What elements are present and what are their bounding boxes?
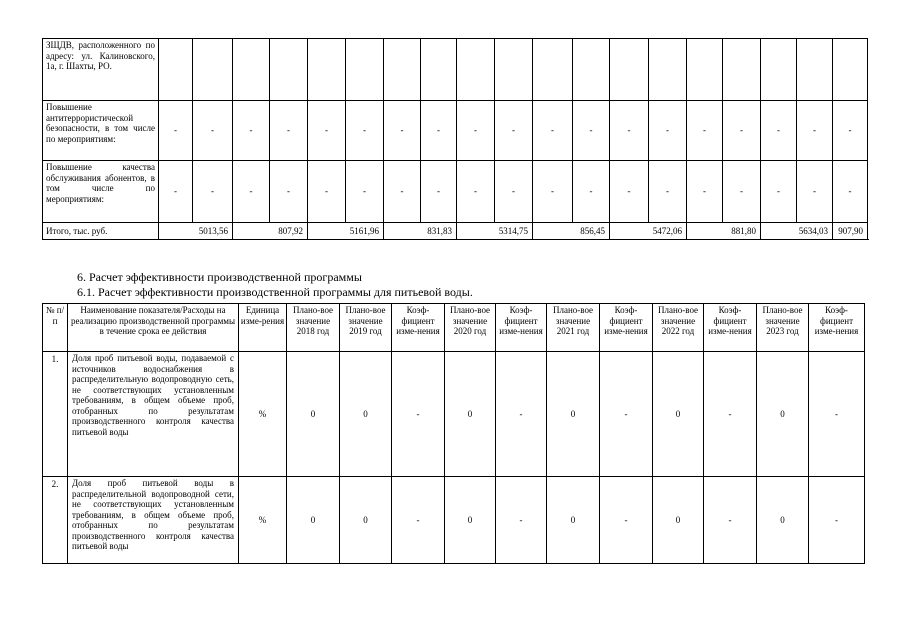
column-header: № п/п xyxy=(43,304,68,352)
total-value: 856,45 xyxy=(533,223,610,240)
table-cell: - xyxy=(687,101,723,161)
table-cell xyxy=(533,39,573,101)
column-header: Наименование показателя/Расходы на реализацию производственной программы в течение срока ее действия xyxy=(68,304,239,352)
table-cell xyxy=(308,39,346,101)
value-cell: 0 xyxy=(757,477,809,564)
table-cell: - xyxy=(421,161,457,223)
row-label: ЗЩДВ, расположенного по адресу: ул. Калиновского, 1а, г. Шахты, РО. xyxy=(43,39,159,101)
table-cell: - xyxy=(384,101,421,161)
table-cell: - xyxy=(384,161,421,223)
value-cell: 0 xyxy=(653,352,704,477)
total-value: 5634,03 xyxy=(761,223,833,240)
total-value: 881,80 xyxy=(687,223,761,240)
column-header: Коэф-фициент изме-нения xyxy=(704,304,757,352)
table-cell: - xyxy=(193,161,233,223)
indicator-name: Доля проб питьевой воды, подаваемой с источников водоснабжения в распределительную водопроводную сеть, не соответствующих установленным требованиям, в общем объеме проб, отобранных по результатам производственного контроля качества питьевой воды xyxy=(68,352,239,477)
total-row xyxy=(43,223,868,240)
value-cell: - xyxy=(704,477,757,564)
value-cell: - xyxy=(704,352,757,477)
value-cell: - xyxy=(496,352,547,477)
table-cell: - xyxy=(495,101,533,161)
table-header-row xyxy=(43,304,865,352)
table-cell: - xyxy=(761,161,797,223)
value-cell: - xyxy=(600,352,653,477)
table-cell: - xyxy=(723,161,761,223)
table-cell xyxy=(346,39,384,101)
table-cell: - xyxy=(797,161,833,223)
table-cell: - xyxy=(687,161,723,223)
column-header: Плано-вое значение 2020 год xyxy=(445,304,496,352)
table-cell: - xyxy=(308,101,346,161)
table-cell xyxy=(457,39,495,101)
value-cell: - xyxy=(809,352,865,477)
value-cell: 0 xyxy=(445,352,496,477)
table-cell: - xyxy=(270,101,308,161)
total-value: 5161,96 xyxy=(308,223,384,240)
column-header: Единица изме-рения xyxy=(239,304,287,352)
table-cell: - xyxy=(573,161,610,223)
table-cell xyxy=(610,39,649,101)
table-cell: - xyxy=(457,101,495,161)
table-cell: - xyxy=(833,161,868,223)
total-value: 907,90 xyxy=(833,223,868,240)
table-cell xyxy=(159,39,193,101)
value-cell: 0 xyxy=(445,477,496,564)
table-cell xyxy=(761,39,797,101)
total-value: 5472,06 xyxy=(610,223,687,240)
total-value: 5314,75 xyxy=(457,223,533,240)
subsection-title: 6.1. Расчет эффективности производственной программы для питьевой воды. xyxy=(77,285,473,299)
table-row xyxy=(43,352,865,477)
column-header: Коэф-фициент изме-нения xyxy=(600,304,653,352)
table-cell xyxy=(833,39,868,101)
table-cell: - xyxy=(159,161,193,223)
value-cell: - xyxy=(392,352,445,477)
value-cell: 0 xyxy=(340,352,392,477)
table-cell: - xyxy=(533,161,573,223)
unit-cell: % xyxy=(239,477,287,564)
value-cell: 0 xyxy=(287,477,340,564)
table-row xyxy=(43,101,868,161)
column-header: Плано-вое значение 2021 год xyxy=(547,304,600,352)
unit-cell: % xyxy=(239,352,287,477)
value-cell: 0 xyxy=(547,477,600,564)
table-cell: - xyxy=(610,161,649,223)
column-header: Коэф-фициент изме-нения xyxy=(392,304,445,352)
table-cell xyxy=(421,39,457,101)
table-cell: - xyxy=(649,101,687,161)
total-value: 807,92 xyxy=(233,223,308,240)
table-cell: - xyxy=(833,101,868,161)
row-label: Повышение качества обслуживания абонентов, в том числе по мероприятиям: xyxy=(43,161,159,223)
table-cell: - xyxy=(193,101,233,161)
column-header: Плано-вое значение 2023 год xyxy=(757,304,809,352)
table-cell: - xyxy=(797,101,833,161)
section-title: 6. Расчет эффективности производственной программы xyxy=(77,270,362,284)
table-cell: - xyxy=(159,101,193,161)
efficiency-table xyxy=(42,303,865,564)
column-header: Плано-вое значение 2022 год xyxy=(653,304,704,352)
value-cell: - xyxy=(496,477,547,564)
value-cell: 0 xyxy=(340,477,392,564)
value-cell: 0 xyxy=(653,477,704,564)
row-number: 1. xyxy=(43,352,68,477)
total-value: 831,83 xyxy=(384,223,457,240)
value-cell: - xyxy=(809,477,865,564)
table-cell: - xyxy=(233,161,270,223)
value-cell: 0 xyxy=(287,352,340,477)
table-row xyxy=(43,39,868,101)
row-number: 2. xyxy=(43,477,68,564)
indicator-name: Доля проб питьевой воды в распределительной водопроводной сети, не соответствующих установленным требованиям, в общем объеме проб, отобранных по результатам производственного контроля качества питьевой воды xyxy=(68,477,239,564)
table-cell xyxy=(495,39,533,101)
table-cell: - xyxy=(723,101,761,161)
table-cell: - xyxy=(346,101,384,161)
row-label: Повышение антитеррористической безопасности, в том числе по мероприятиям: xyxy=(43,101,159,161)
table-cell: - xyxy=(649,161,687,223)
table-cell: - xyxy=(533,101,573,161)
table-cell xyxy=(193,39,233,101)
table-cell xyxy=(797,39,833,101)
table-cell xyxy=(723,39,761,101)
table-cell: - xyxy=(573,101,610,161)
table-row xyxy=(43,477,865,564)
table-cell xyxy=(270,39,308,101)
table-cell: - xyxy=(761,101,797,161)
table-cell: - xyxy=(233,101,270,161)
table-cell: - xyxy=(308,161,346,223)
value-cell: - xyxy=(600,477,653,564)
value-cell: - xyxy=(392,477,445,564)
expenses-table xyxy=(42,38,868,240)
total-value: 5013,56 xyxy=(159,223,233,240)
table-cell: - xyxy=(457,161,495,223)
column-header: Коэф-фициент изме-нения xyxy=(496,304,547,352)
table-cell: - xyxy=(346,161,384,223)
table-cell xyxy=(384,39,421,101)
column-header: Плано-вое значение 2018 год xyxy=(287,304,340,352)
table-cell xyxy=(573,39,610,101)
table-row xyxy=(43,161,868,223)
value-cell: 0 xyxy=(757,352,809,477)
total-label: Итого, тыс. руб. xyxy=(43,223,159,240)
table-cell: - xyxy=(495,161,533,223)
column-header: Коэф-фициент изме-нения xyxy=(809,304,865,352)
table-cell xyxy=(687,39,723,101)
value-cell: 0 xyxy=(547,352,600,477)
table-cell: - xyxy=(610,101,649,161)
column-header: Плано-вое значение 2019 год xyxy=(340,304,392,352)
table-cell: - xyxy=(421,101,457,161)
table-cell xyxy=(233,39,270,101)
table-cell: - xyxy=(270,161,308,223)
table-cell xyxy=(649,39,687,101)
